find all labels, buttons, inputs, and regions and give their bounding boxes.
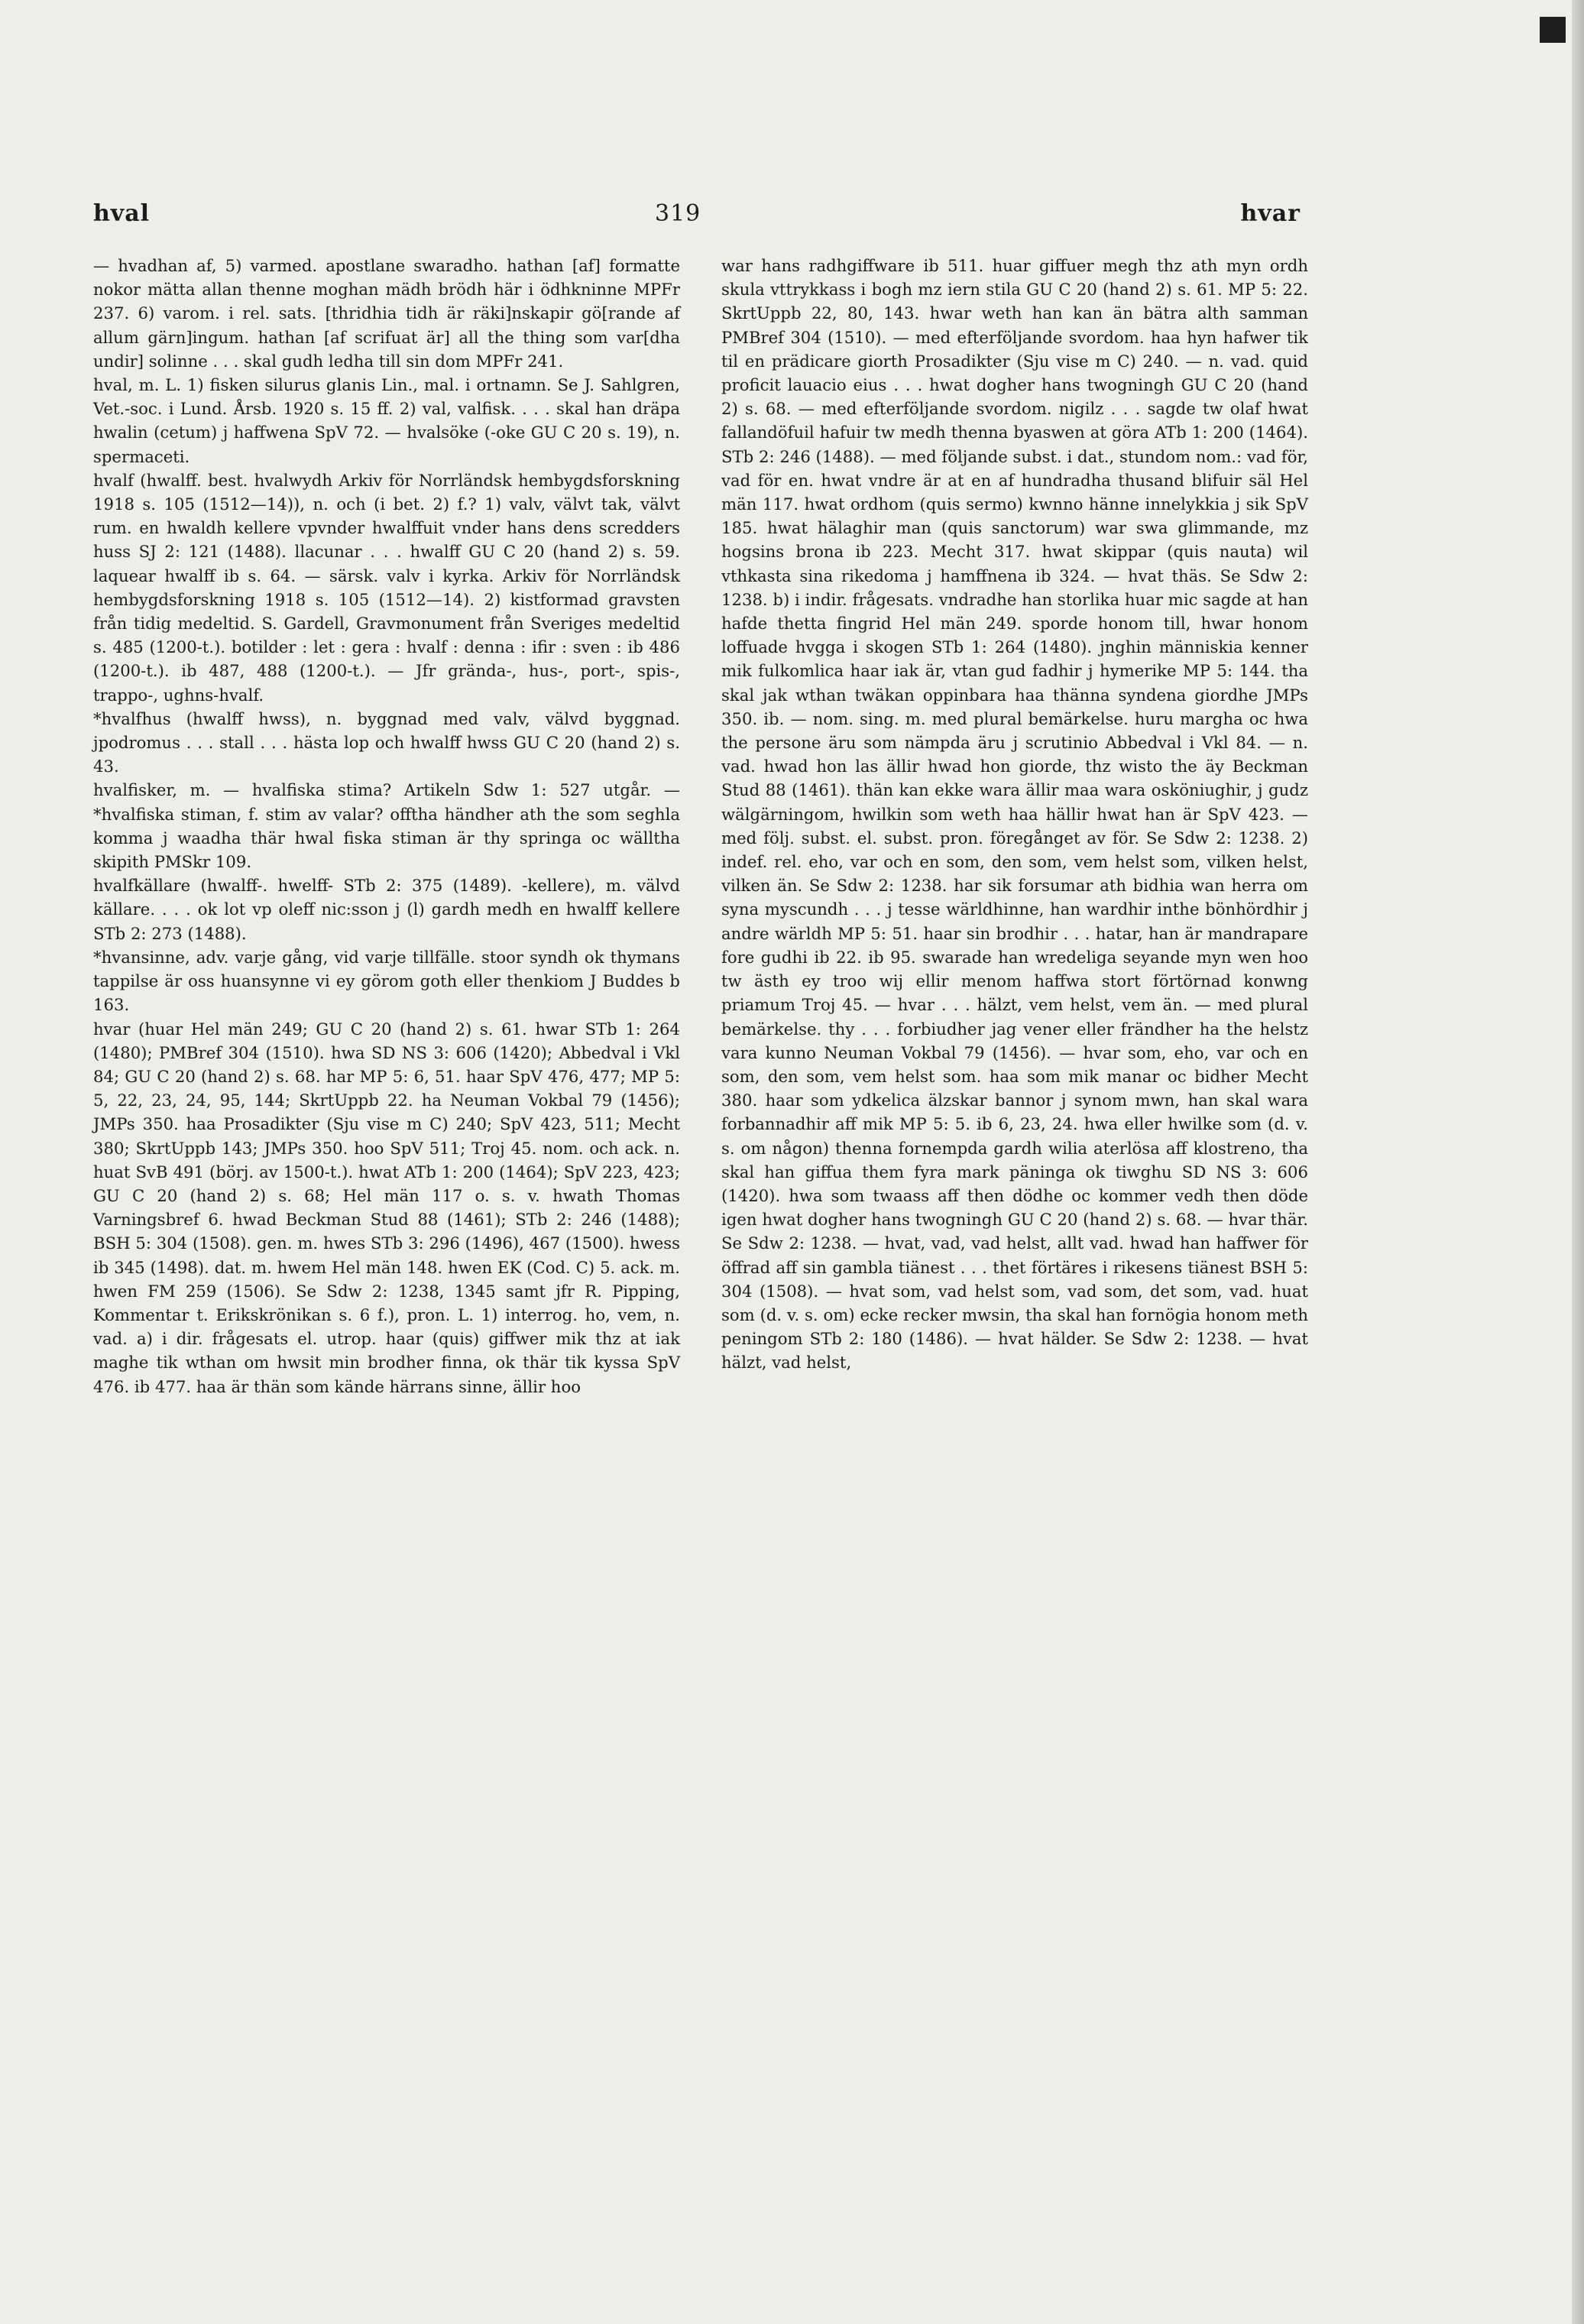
page-number: 319 [655, 200, 701, 227]
entry-hvadhan-af: — hvadhan af, 5) varmed. apostlane swaradho. hathan [af] formatte nokor mätta allan thenne moghan mädh brödh här i ödhkninne MPFr 237. 6) varom. i rel. sats. [thridhia tidh är räki]nskapir gö[rande af allum gärn]ingum. hathan [af scrifuat är] all the thing som var[dha undir] solinne . . . skal gudh ledha till sin dom MPFr 241. [93, 256, 680, 371]
entry-hvalf: hvalf (hwalff. best. hvalwydh Arkiv för Norrländsk hembygdsforskning 1918 s. 105 (1512—14)), n. och (i bet. 2) f.? 1) valv, välvt tak, välvt rum. en hwaldh kellere vpvnder hwalffuit vnder hans dens scredders huss SJ 2: 121 (1488). llacunar . . . hwalff GU C 20 (hand 2) s. 59. laquear hwalff ib s. 64. — särsk. valv i kyrka. Arkiv för Norrländsk hembygdsforskning 1918 s. 105 (1512—14). 2) kistformad gravsten från tidig medeltid. S. Gardell, Gravmonument från Sveriges medeltid s. 485 (1200-t.). botilder : let : gera : hvalf : denna : ifir : sven : ib 486 (1200-t.). ib 487, 488 (1200-t.). — Jfr grända-, hus-, port-, spis-, trappo-, ughns-hvalf. [93, 470, 680, 705]
left-guide-word: hval [93, 200, 151, 227]
page-edge-shadow [1572, 0, 1584, 2324]
entry-hvar-continued: war hans radhgiffware ib 511. huar giffuer megh thz ath myn ordh skula vttrykkass i bogh mz iern stila GU C 20 (hand 2) s. 61. MP 5: 22. SkrtUppb 22, 80, 143. hwar weth han kan än bätra alth samman PMBref 304 (1510). — med efterföljande svordom. haa hyn hafwer tik til en prädicare giorth Prosadikter (Sju vise m C) 240. — n. vad. quid proficit lauacio eius . . . hwat dogher hans twogningh GU C 20 (hand 2) s. 68. — med efterföljande svordom. nigilz . . . sagde tw olaf hwat fallandöfuil hafuir tw medh thenna byaswen at göra ATb 1: 200 (1464). STb 2: 246 (1488). — med följande subst. i dat., stundom nom.: vad för, vad för en. hwat vndre är at en af hundradha thusand blifuir säl Hel män 117. hwat ordhom (quis sermo) kwnno hänne innelykkia j sik SpV 185. hwat hälaghir man (quis sanctorum) war swa glimmande, mz hogsins brona ib 223. Mecht 317. hwat skippar (quis nauta) wil vthkasta sina rikedoma j hamffnena ib 324. — hvat thäs. Se Sdw 2: 1238. b) i indir. frågesats. vndradhe han storlika huar mic sagde at han hafde thetta fingrid Hel män 249. sporde honom till, hwar honom loffuade hvgga i skogen STb 1: 264 (1480). jnghin människia kenner mik fulkomlica haar iak är, vtan gud fadhir j hymerike MP 5: 144. tha skal jak wthan twäkan oppinbara haa thänna syndena giordhe JMPs 350. ib. — nom. sing. m. med plural bemärkelse. huru margha oc hwa the persone äru som nämpda äru j scrutinio Abbedval i Vkl 84. — n. vad. hwad hon las ällir hwad hon giorde, thz wisto the äy Beckman Stud 88 (1461). thän kan ekke wara ällir maa wara osköniughir, j gudz wälgärningom, hwilkin som weth haa hällir hwat han är SpV 423. — med följ. subst. el. subst. pron. föregånget av för. Se Sdw 2: 1238. 2) indef. rel. eho, var och en som, den som, vem helst som, vilken helst, vilken än. Se Sdw 2: 1238. har sik forsumar ath bidhia wan herra om syna myscundh . . . j tesse wärldhinne, han wardhir inthe bönhördhir j andre wärldh MP 5: 51. haar sin brodhir . . . hatar, han är mandrapare fore gudhi ib 22. ib 95. swarade han wredeliga seyande myn wen hoo tw ästh ey troo wij ellir menom haffwa stort förtörnad konwng priamum Troj 45. — hvar . . . hälzt, vem helst, vem än. — med plural bemärkelse. thy . . . forbiudher jag vener eller frändher ha the helstz vara kunno Neuman Vokbal 79 (1456). — hvar som, eho, var och en som, den som, vem helst som. haa som mik manar oc bidher Mecht 380. haar som ydkelica älzskar bannor j synom mwn, han skal wara forbannadhir aff mik MP 5: 5. ib 6, 23, 24. hwa eller hwilke som (d. v. s. om någon) thenna fornempda gardh wilia aterlösa aff klostreno, tha skal han giffua them fyra mark päninga ok tiwghu SD NS 3: 606 (1420). hwa som twaass aff then dödhe oc kommer vedh then döde igen hwat dogher hans twogningh GU C 20 (hand 2) s. 68. — hvar thär. Se Sdw 2: 1238. — hvat, vad, vad helst, allt vad. hwad han haffwer för öffrad aff sin gambla tiänest . . . thet förtäres i rikesens tiänest BSH 5: 304 (1508). — hvat som, vad helst som, vad som, det som, vad. huat som (d. v. s. om) ecke recker mwsin, tha skal han fornögia honom meth peningom STb 2: 180 (1486). — hvat hälder. Se Sdw 2: 1238. — hvat hälzt, vad helst, [721, 256, 1308, 1373]
entry-hvalfisker: hvalfisker, m. — hvalfiska stima? Artikeln Sdw 1: 527 utgår. — *hvalfiska stiman, f. stim av valar? offtha händher ath the som seghla komma j waadha thär hwal fiska stiman är thy springa oc wälltha skipith PMSkr 109. [93, 780, 680, 872]
left-column [93, 254, 680, 1399]
right-column [721, 254, 1308, 1375]
scan-corner-marker [1540, 17, 1566, 43]
right-guide-word: hvar [1240, 200, 1301, 227]
entry-hvalfhus: *hvalfhus (hwalff hwss), n. byggnad med valv, välvd byggnad. jpodromus . . . stall . . . hästa lop och hwalff hwss GU C 20 (hand 2) s. 43. [93, 708, 680, 776]
entry-hvalfkallare: hvalfkällare (hwalff-. hwelff- STb 2: 375 (1489). -kellere), m. välvd källare. . . . ok lot vp oleff nic:sson j (l) gardh medh en hwalff kellere STb 2: 273 (1488). [93, 876, 680, 943]
entry-hval: hval, m. L. 1) fisken silurus glanis Lin., mal. i ortnamn. Se J. Sahlgren, Vet.-soc. i Lund. Årsb. 1920 s. 15 ff. 2) val, valfisk. . . . skal han dräpa hwalin (cetum) j haffwena SpV 72. — hvalsöke (-oke GU C 20 s. 19), n. spermaceti. [93, 375, 680, 466]
running-header [93, 200, 1301, 246]
entry-hvar: hvar (huar Hel män 249; GU C 20 (hand 2) s. 61. hwar STb 1: 264 (1480); PMBref 304 (1510). hwa SD NS 3: 606 (1420); Abbedval i Vkl 84; GU C 20 (hand 2) s. 68. har MP 5: 6, 51. haar SpV 476, 477; MP 5: 5, 22, 23, 24, 95, 144; SkrtUppb 22. ha Neuman Vokbal 79 (1456); JMPs 350. haa Prosadikter (Sju vise m C) 240; SpV 423, 511; Mecht 380; SkrtUppb 143; JMPs 350. hoo SpV 511; Troj 45. nom. och ack. n. huat SvB 491 (börj. av 1500-t.). hwat ATb 1: 200 (1464); SpV 223, 423; GU C 20 (hand 2) s. 68; Hel män 117 o. s. v. hwath Thomas Varningsbref 6. hwad Beckman Stud 88 (1461); STb 2: 246 (1488); BSH 5: 304 (1508). gen. m. hwes STb 3: 296 (1496), 467 (1500). hwess ib 345 (1498). dat. m. hwem Hel män 148. hwen EK (Cod. C) 5. ack. m. hwen FM 259 (1506). Se Sdw 2: 1238, 1345 samt jfr R. Pipping, Kommentar t. Erikskrönikan s. 6 f.), pron. L. 1) interrog. ho, vem, n. vad. a) i dir. frågesats el. utrop. haar (quis) giffwer mik thz at iak maghe tik wthan om hwsit min brodher finna, ok thär tik kyssa SpV 476. ib 477. haa är thän som kände härrans sinne, ällir hoo [93, 1019, 680, 1396]
entry-hvansinne: *hvansinne, adv. varje gång, vid varje tillfälle. stoor syndh ok thymans tappilse är oss huansynne vi ey görom goth eller thenkiom J Buddes b 163. [93, 947, 680, 1015]
